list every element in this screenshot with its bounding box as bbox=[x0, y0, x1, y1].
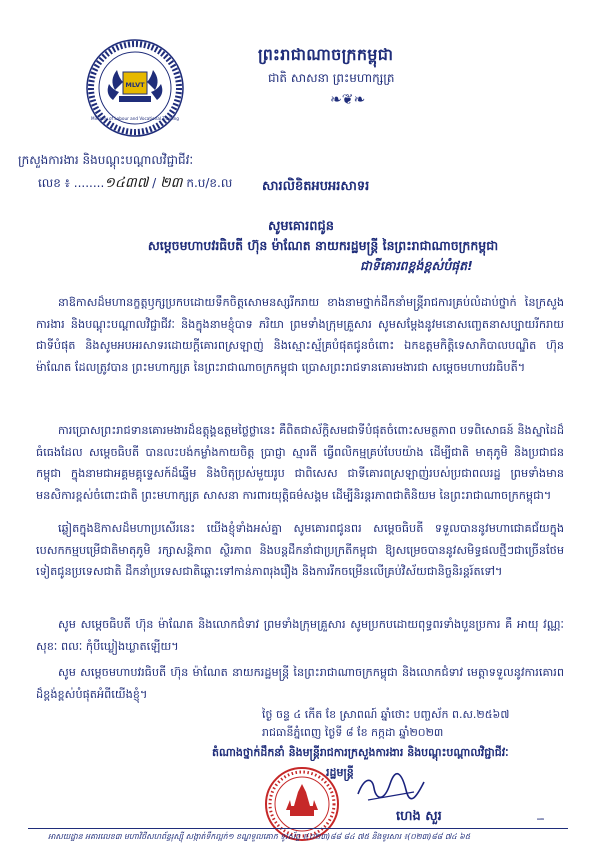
kingdom-heading: ព្រះរាជាណាចក្រកម្ពុជា bbox=[258, 45, 394, 64]
reference-suffix: ក.ប/ខ.ល bbox=[186, 176, 233, 190]
reference-line: លេខ ៖ ........១៤៣៧ / ២៣ ក.ប/ខ.ល bbox=[38, 175, 233, 191]
page-mark: -̶ bbox=[540, 812, 544, 825]
paragraph-5: សូម សម្តេចមហាបវរធិបតី ហ៊ុន ម៉ាណែត នាយករដ្ឋមន្ត្រី នៃព្រះរាជាណាចក្រកម្ពុជា និងលោកជំទាវ មេត្តាទទួលនូវការគោរពដ៏ខ្ពង់ខ្ពស់បំផុតអំពីយើងខ្ញុំ។ bbox=[36, 666, 564, 701]
national-motto: ជាតិ សាសនា ព្រះមហាក្សត្រ bbox=[268, 71, 395, 85]
document-title: សារលិខិតអបអរសាទរ bbox=[262, 179, 370, 194]
salutation-recipient: សម្តេចមហាបវរធិបតី ហ៊ុន ម៉ាណែត នាយករដ្ឋមន្ត្រី នៃព្រះរាជាណាចក្រកម្ពុជា bbox=[147, 238, 499, 253]
salutation-respect: សូមគោរពជូន bbox=[268, 219, 335, 234]
logo-badge-text: MLVT bbox=[125, 81, 145, 89]
ornament-divider: ❧❦❧ bbox=[330, 92, 366, 108]
solar-date: រាជធានីភ្នំពេញ ថ្ងៃទី ៨ ខែ កក្កដា ឆ្នាំ២០២៣ bbox=[262, 726, 444, 739]
reference-year: ២៣ bbox=[159, 175, 183, 191]
salutation-recipient-honorific: ជាទីគោរពខ្ពង់ខ្ពស់បំផុត! bbox=[360, 258, 473, 273]
paragraph-2: ការប្រោសព្រះរាជទានគោរមងារដ៏ឧត្តុង្គឧត្តមថ្លៃថ្លានេះ គឺពិតជាស័ក្តិសមជាទីបំផុតចំពោះសមត្ថភាព បទពិសោធន៍ និងស្នាដៃដ៏ធំធេងដែល សម្តេចធិបតី បានលះបង់កម្លាំងកាយចិត្ត ប្រាជ្ញា ស្មារតី ធ្វើពលិកម្មគ្រប់បែបយ៉ាង ដើម្បីជាតិ មាតុភូមិ និងប្រជាជនកម្ពុជា ក្នុងនាមជាអគ្គមគ្គុទ្ទេសក៍ដ៏ឆ្នើម និងបិតុប្រស់មួយរូប ជាពិសេស ជាទីគោរពស្រឡាញ់របស់ប្រជាពលរដ្ឋ ព្រមទាំងមានមនសិការខ្ពស់ចំពោះជាតិ ព្រះមហាក្សត្រ សាសនា ការពារយុត្តិធម៌សង្គម ដើម្បីនិរន្តរភាពជាតិនិយម នៃព្រះរាជាណាចក្រកម្ពុជា។ bbox=[36, 424, 564, 502]
paragraph-1: នាឱកាសដ៏មហានក្ខត្តឫក្សប្រកបដោយទឹកចិត្តសោមនស្សរីករាយ ខាងនាមថ្នាក់ដឹកនាំមន្ត្រីរាជការគ្រប់លំដាប់ថ្នាក់ នៃក្រសួងការងារ និងបណ្តុះបណ្តាលវិជ្ជាជីវៈ និងក្នុងនាមខ្ញុំបាទ ភរិយា ព្រមទាំងក្រុមគ្រួសារ សូមសម្តែងនូវមនោសញ្ចេតនាសប្បាយរីករាយជាទីបំផុត និងសូមអបអរសាទរដោយក្តីគោរពស្រឡាញ់ និងស្មោះស្ម័គ្របំផុតជូនចំពោះ ឯកឧត្តមកិត្តិទេសាភិបាលបណ្ឌិត ហ៊ុន ម៉ាណែត ដែលត្រូវបាន ព្រះមហាក្សត្រ នៃព្រះរាជាណាចក្រកម្ពុជា ប្រោសព្រះរាជទានគោរមងារជា សម្តេចមហាបវរធិបតី។ bbox=[36, 296, 564, 374]
footer-address: អាសយដ្ឋាន អគារលេខ៣ មហាវិថីសហព័ន្ធរុស្ស៊ី សង្កាត់ទឹកល្អក់១ ខណ្ឌទួលគោក ទូរស័ព្ទ ៖(០២៣)៨៨ ៨៤ ៧៥ និងទូរសារ ៖(០២៣)៨៨ ៧៤ ៦៥ bbox=[48, 832, 471, 841]
paragraph-3: ឆ្លៀតក្នុងឱកាសដ៏មហាប្រសើរនេះ យើងខ្ញុំទាំងអស់គ្នា សូមគោរពជូនពរ សម្តេចធិបតី ទទួលបាននូវមហាជោគជ័យក្នុងបេសកកម្មបម្រើជាតិមាតុភូមិ រក្សាសន្តិភាព ស្ថិរភាព និងបន្តដឹកនាំជាប្រក្រតីកម្ពុជា ឱ្យសម្រេចបាននូវសមិទ្ធផលថ្មីៗជាច្រើនថែមទៀតជូនប្រទេសជាតិ ដឹកនាំប្រទេសជាតិឆ្ពោះទៅកាន់ភាពរុងរឿង និងការរីកចម្រើនលើគ្រប់វិស័យជានិច្ចនិរន្តរ៍តទៅ។ bbox=[36, 522, 564, 578]
lunar-date: ថ្ងៃ ចន្ទ ៤ កើត ខែ ស្រាពណ៍ ឆ្នាំថោះ បញ្ចស័ក ព.ស.២៥៦៧ bbox=[262, 708, 510, 721]
reference-label: លេខ ៖ bbox=[38, 176, 70, 190]
signature-icon bbox=[350, 768, 430, 808]
paragraph-4: សូម សម្តេចធិបតី ហ៊ុន ម៉ាណែត និងលោកជំទាវ ព្រមទាំងក្រុមគ្រួសារ សូមប្រកបដោយពុទ្ធពរទាំងបួនប្រការ គឺ អាយុ វណ្ណៈ សុខៈ ពលៈ កុំបីឃ្លៀងឃ្លាតឡើយ។ bbox=[36, 618, 564, 653]
signatory-title-2: រដ្ឋមន្ត្រី bbox=[326, 766, 354, 779]
footer-divider bbox=[28, 828, 568, 829]
signatory-name: ហេង សួរ bbox=[396, 809, 442, 824]
signatory-title: តំណាងថ្នាក់ដឹកនាំ និងមន្ត្រីរាជការក្រសួងការងារ និងបណ្តុះបណ្តាលវិជ្ជាជីវៈ bbox=[212, 746, 509, 759]
ministry-name: ក្រសួងការងារ និងបណ្តុះបណ្តាលវិជ្ជាជីវៈ bbox=[18, 153, 194, 167]
reference-number: ១៤៣៧ bbox=[104, 175, 149, 191]
ministry-logo bbox=[85, 38, 185, 138]
logo-ring-text: Ministry of Labour and Vocational Training bbox=[91, 116, 179, 121]
